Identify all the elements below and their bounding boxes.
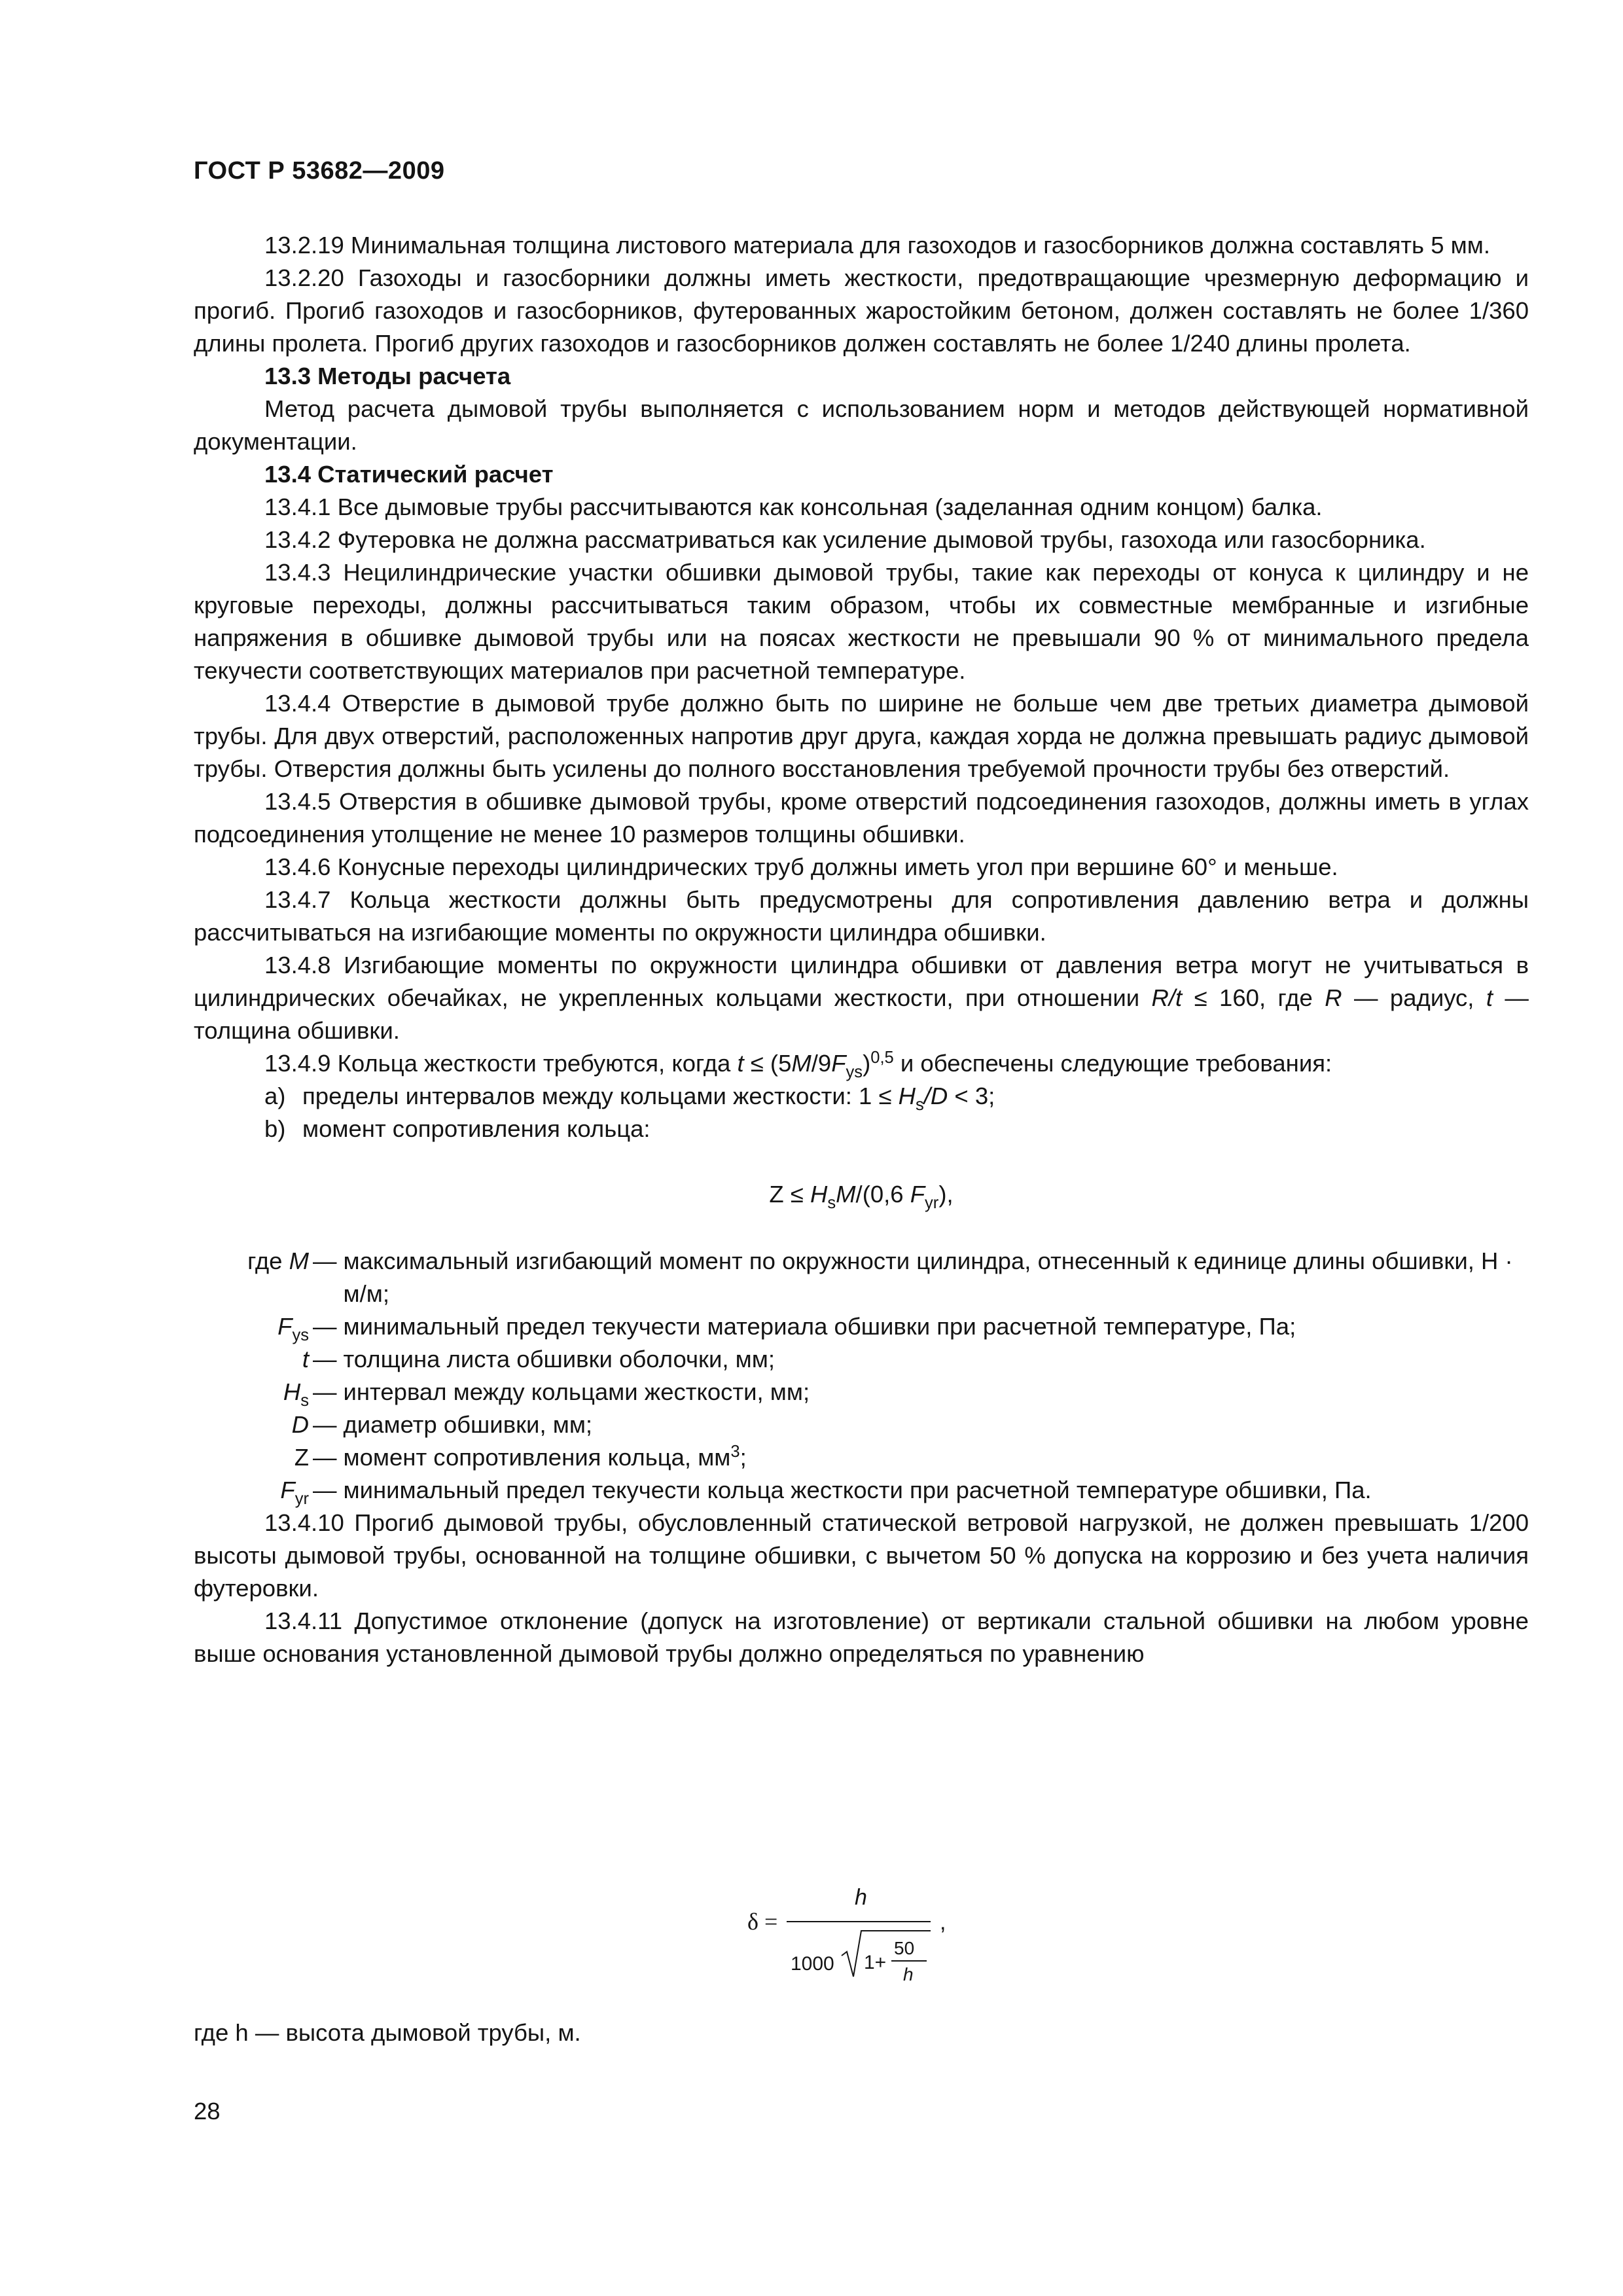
paragraph-13-4-2: 13.4.2 Футеровка не должна рассматриваться как усиление дымовой трубы, газохода или газосборника.	[264, 526, 1426, 553]
definitions-list	[194, 1245, 1529, 1507]
document-page	[194, 0, 1529, 2296]
final-definition: где h — высота дымовой трубы, м.	[194, 2019, 581, 2046]
paragraph-13-4-7: 13.4.7 Кольца жесткости должны быть предусмотрены для сопротивления давлению ветра и должны рассчитываться на изгибающие моменты по окружности цилиндра обшивки.	[194, 886, 1529, 946]
paragraph-13-4-5: 13.4.5 Отверстия в обшивке дымовой трубы, кроме отверстий подсоединения газоходов, должны иметь в углах подсоединения утолщение не менее 10 размеров толщины обшивки.	[194, 788, 1529, 848]
formula-delta-lhs: δ =	[747, 1909, 778, 1935]
formula-delta-inner-den: h	[903, 1964, 914, 1983]
definition-z: Z — момент сопротивления кольца, $мм^3$;	[294, 1443, 747, 1471]
paragraph-13-4-10: 13.4.10 Прогиб дымовой трубы, обусловленный статической ветровой нагрузкой, не должен превышать 1/200 высоты дымовой трубы, основанной на толщине обшивки, с вычетом 50 % допуска на коррозию и без учета наличия футеровки.	[194, 1509, 1529, 1602]
paragraph-13-4-6: 13.4.6 Конусные переходы цилиндрических труб должны иметь угол при вершине 60° и меньше.	[264, 853, 1338, 880]
heading-13-4: 13.4 Статический расчет	[264, 461, 554, 488]
formula-delta	[194, 1872, 1529, 1983]
formula-delta-coef: 1000	[791, 1953, 834, 1975]
paragraph-13-4-11: 13.4.11 Допустимое отклонение (допуск на изготовление) от вертикали стальной обшивки на любом уровне выше основания установленной дымовой трубы должно определяться по уравнению	[194, 1607, 1529, 1667]
paragraph-13-4-1: 13.4.1 Все дымовые трубы рассчитываются как консольная (заделанная одним концом) балка.	[264, 493, 1323, 520]
list-item-b: b) момент сопротивления кольца:	[264, 1115, 651, 1142]
body-text	[194, 229, 1529, 1670]
definition-m: где M — максимальный изгибающий момент по окружности цилиндра, отнесенный к единице длины обшивки, Н · м/м;	[247, 1247, 1513, 1307]
paragraph-13-4-4: 13.4.4 Отверстие в дымовой трубе должно быть по ширине не больше чем две третьих диаметра дымовой трубы. Для двух отверстий, расположенных напротив друг друга, каждая хорда не должна превышать радиус дымовой трубы. Отверстия должны быть усилены до полного восстановления требуемой прочности трубы без отверстий.	[194, 690, 1529, 782]
paragraph-13-2-20: 13.2.20 Газоходы и газосборники должны иметь жесткости, предотвращающие чрезмерную деформацию и прогиб. Прогиб газоходов и газосборников, футерованных жаростойким бетоном, должен составлять не более 1/360 длины пролета. Прогиб других газоходов и газосборников должен составлять не более 1/240 длины пролета.	[194, 264, 1529, 357]
definition-t: t — толщина листа обшивки оболочки, мм;	[302, 1346, 775, 1372]
paragraph-13-4-9: 13.4.9 Кольца жесткости требуются, когда $t \le (5M/9F_{ys})^{0,5}$ и обеспечены следующие требования:	[264, 1049, 1332, 1081]
paragraph-13-2-19: 13.2.19 Минимальная толщина листового материала для газоходов и газосборников должна составлять 5 мм.	[264, 232, 1490, 259]
definition-fys: $F_{ys}$ — минимальный предел текучести материала обшивки при расчетной температуре, Па;	[277, 1313, 1296, 1344]
heading-13-3: 13.3 Методы расчета	[264, 363, 511, 389]
list-item-a: a) пределы интервалов между кольцами жесткости: $1 \le H_s/D < 3$;	[264, 1083, 995, 1114]
page-number: 28	[194, 2098, 221, 2125]
paragraph-13-4-8: 13.4.8 Изгибающие моменты по окружности цилиндра обшивки от давления ветра могут не учитываться в цилиндрических обечайках, не укрепленных кольцами жесткости, при отношении R/t ≤ 160, где R — радиус, t — толщина обшивки.	[194, 952, 1529, 1044]
definition-fyr: $F_{yr}$ — минимальный предел текучести кольца жесткости при расчетной температуре обшивки, Па.	[280, 1477, 1372, 1508]
formula-z: $Z \le H_sM/(0,6$ $F_{yr}$),	[769, 1181, 954, 1212]
paragraph-13-3: Метод расчета дымовой трубы выполняется с использованием норм и методов действующей нормативной документации.	[194, 395, 1529, 455]
definition-hs: $H_s$ — интервал между кольцами жесткости, мм;	[283, 1378, 810, 1410]
document-header: ГОСТ Р 53682—2009	[194, 157, 445, 185]
formula-delta-numerator: h	[855, 1885, 867, 1910]
formula-delta-inner-num: 50	[894, 1938, 915, 1958]
inline-formula-t: $t \le (5M/9F_{ys})^{0,5}$	[737, 1049, 894, 1081]
formula-delta-comma: ,	[940, 1910, 946, 1935]
definition-d: D — диаметр обшивки, мм;	[291, 1411, 593, 1438]
formula-delta-one-plus: 1+	[864, 1952, 887, 1973]
paragraph-13-4-3: 13.4.3 Нецилиндрические участки обшивки дымовой трубы, такие как переходы от конуса к цилиндру и не круговые переходы, должны рассчитываться таким образом, чтобы их совместные мембранные и изгибные напряжения в обшивке дымовой трубы или на поясах жесткости не превышали 90 % от минимального предела текучести соответствующих материалов при расчетной температуре.	[194, 559, 1529, 684]
